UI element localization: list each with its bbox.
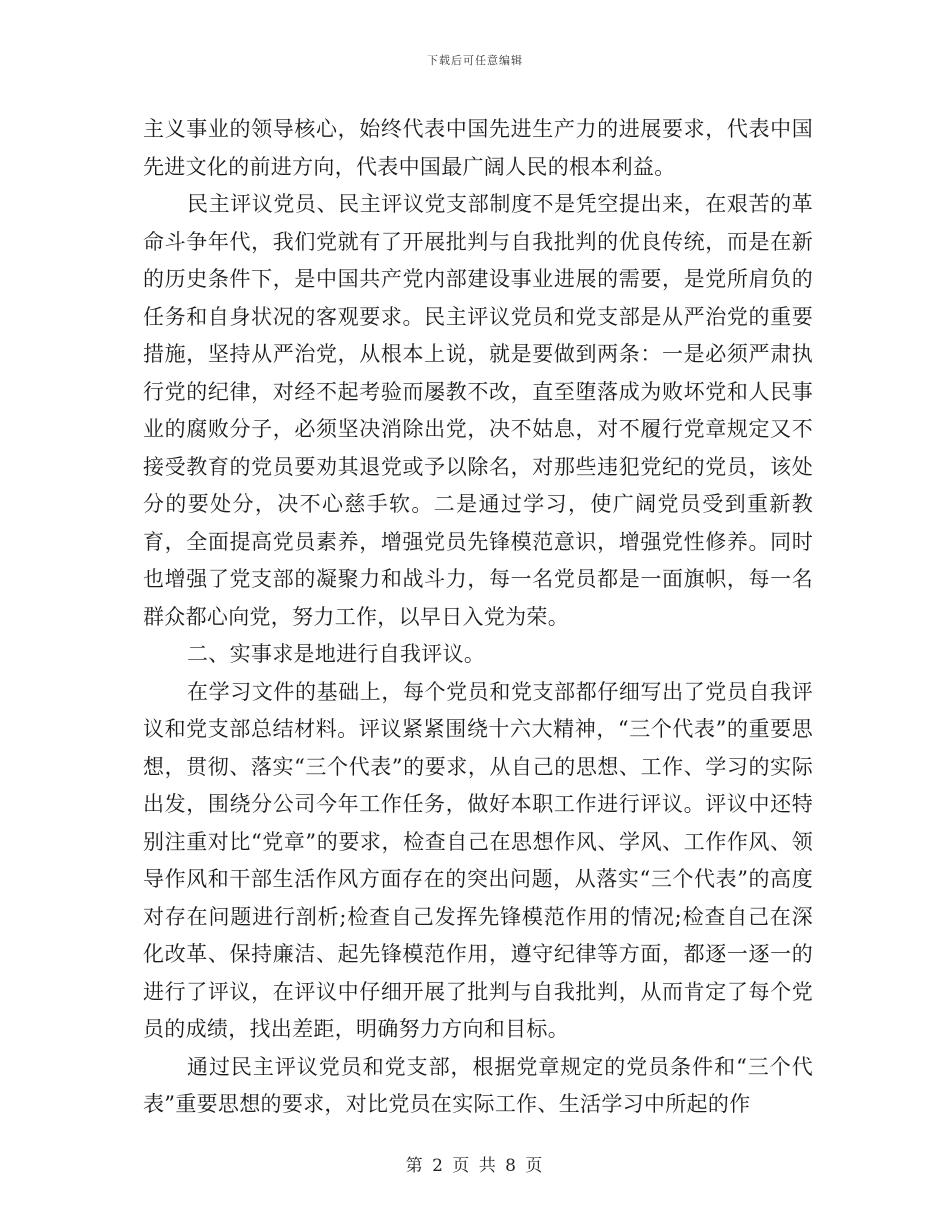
document-body (143, 111, 813, 1124)
paragraph-4: 通过民主评议党员和党支部，根据党章规定的党员条件和“三个代表”重要思想的要求，对比党员在实际工作、生活学习中所起的作 (143, 1054, 813, 1116)
paragraph-2: 民主评议党员、民主评议党支部制度不是凭空提出来，在艰苦的革命斗争年代，我们党就有了开展批判与自我批判的优良传统，而是在新的历史条件下，是中国共产党内部建设事业进展的需要，是党所肩负的任务和自身状况的客观要求。民主评议党员和党支部是从严治党的重要措施，坚持从严治党，从根本上说，就是要做到两条：一是必须严肃执行党的纪律，对经不起考验而屡教不改，直至堕落成为败坏党和人民事业的腐败分子，必须坚决消除出党，决不姑息，对不履行党章规定又不接受教育的党员要劝其退党或予以除名，对那些违犯党纪的党员，该处分的要处分，决不心慈手软。二是通过学习，使广阔党员受到重新教育，全面提高党员素养，增强党员先锋模范意识，增强党性修养。同时也增强了党支部的凝聚力和战斗力，每一名党员都是一面旗帜，每一名群众都心向党，努力工作，以早日入党为荣。 (143, 192, 813, 629)
paragraph-3: 在学习文件的基础上，每个党员和党支部都仔细写出了党员自我评议和党支部总结材料。评议紧紧围绕十六大精神，“三个代表”的重要思想，贯彻、落实“三个代表”的要求，从自己的思想、工作、学习的实际出发，围绕分公司今年工作任务，做好本职工作进行评议。评议中还特别注重对比“党章”的要求，检查自己在思想作风、学风、工作作风、领导作风和干部生活作风方面存在的突出问题，从落实“三个代表”的高度对存在问题进行剖析;检查自己发挥先锋模范作用的情况;检查自己在深化改革、保持廉洁、起先锋模范作用，遵守纪律等方面，都逐一逐一的进行了评议，在评议中仔细开展了批判与自我批判，从而肯定了每个党员的成绩，找出差距，明确努力方向和目标。 (143, 679, 813, 1041)
section-heading: 二、实事求是地进行自我评议。 (187, 642, 486, 666)
page-number: 第 2 页 共 8 页 (405, 1156, 545, 1176)
paragraph-1: 主义事业的领导核心，始终代表中国先进生产力的进展要求，代表中国先进文化的前进方向，代表中国最广阔人民的根本利益。 (143, 117, 813, 179)
header-note: 下载后可任意编辑 (427, 54, 523, 67)
